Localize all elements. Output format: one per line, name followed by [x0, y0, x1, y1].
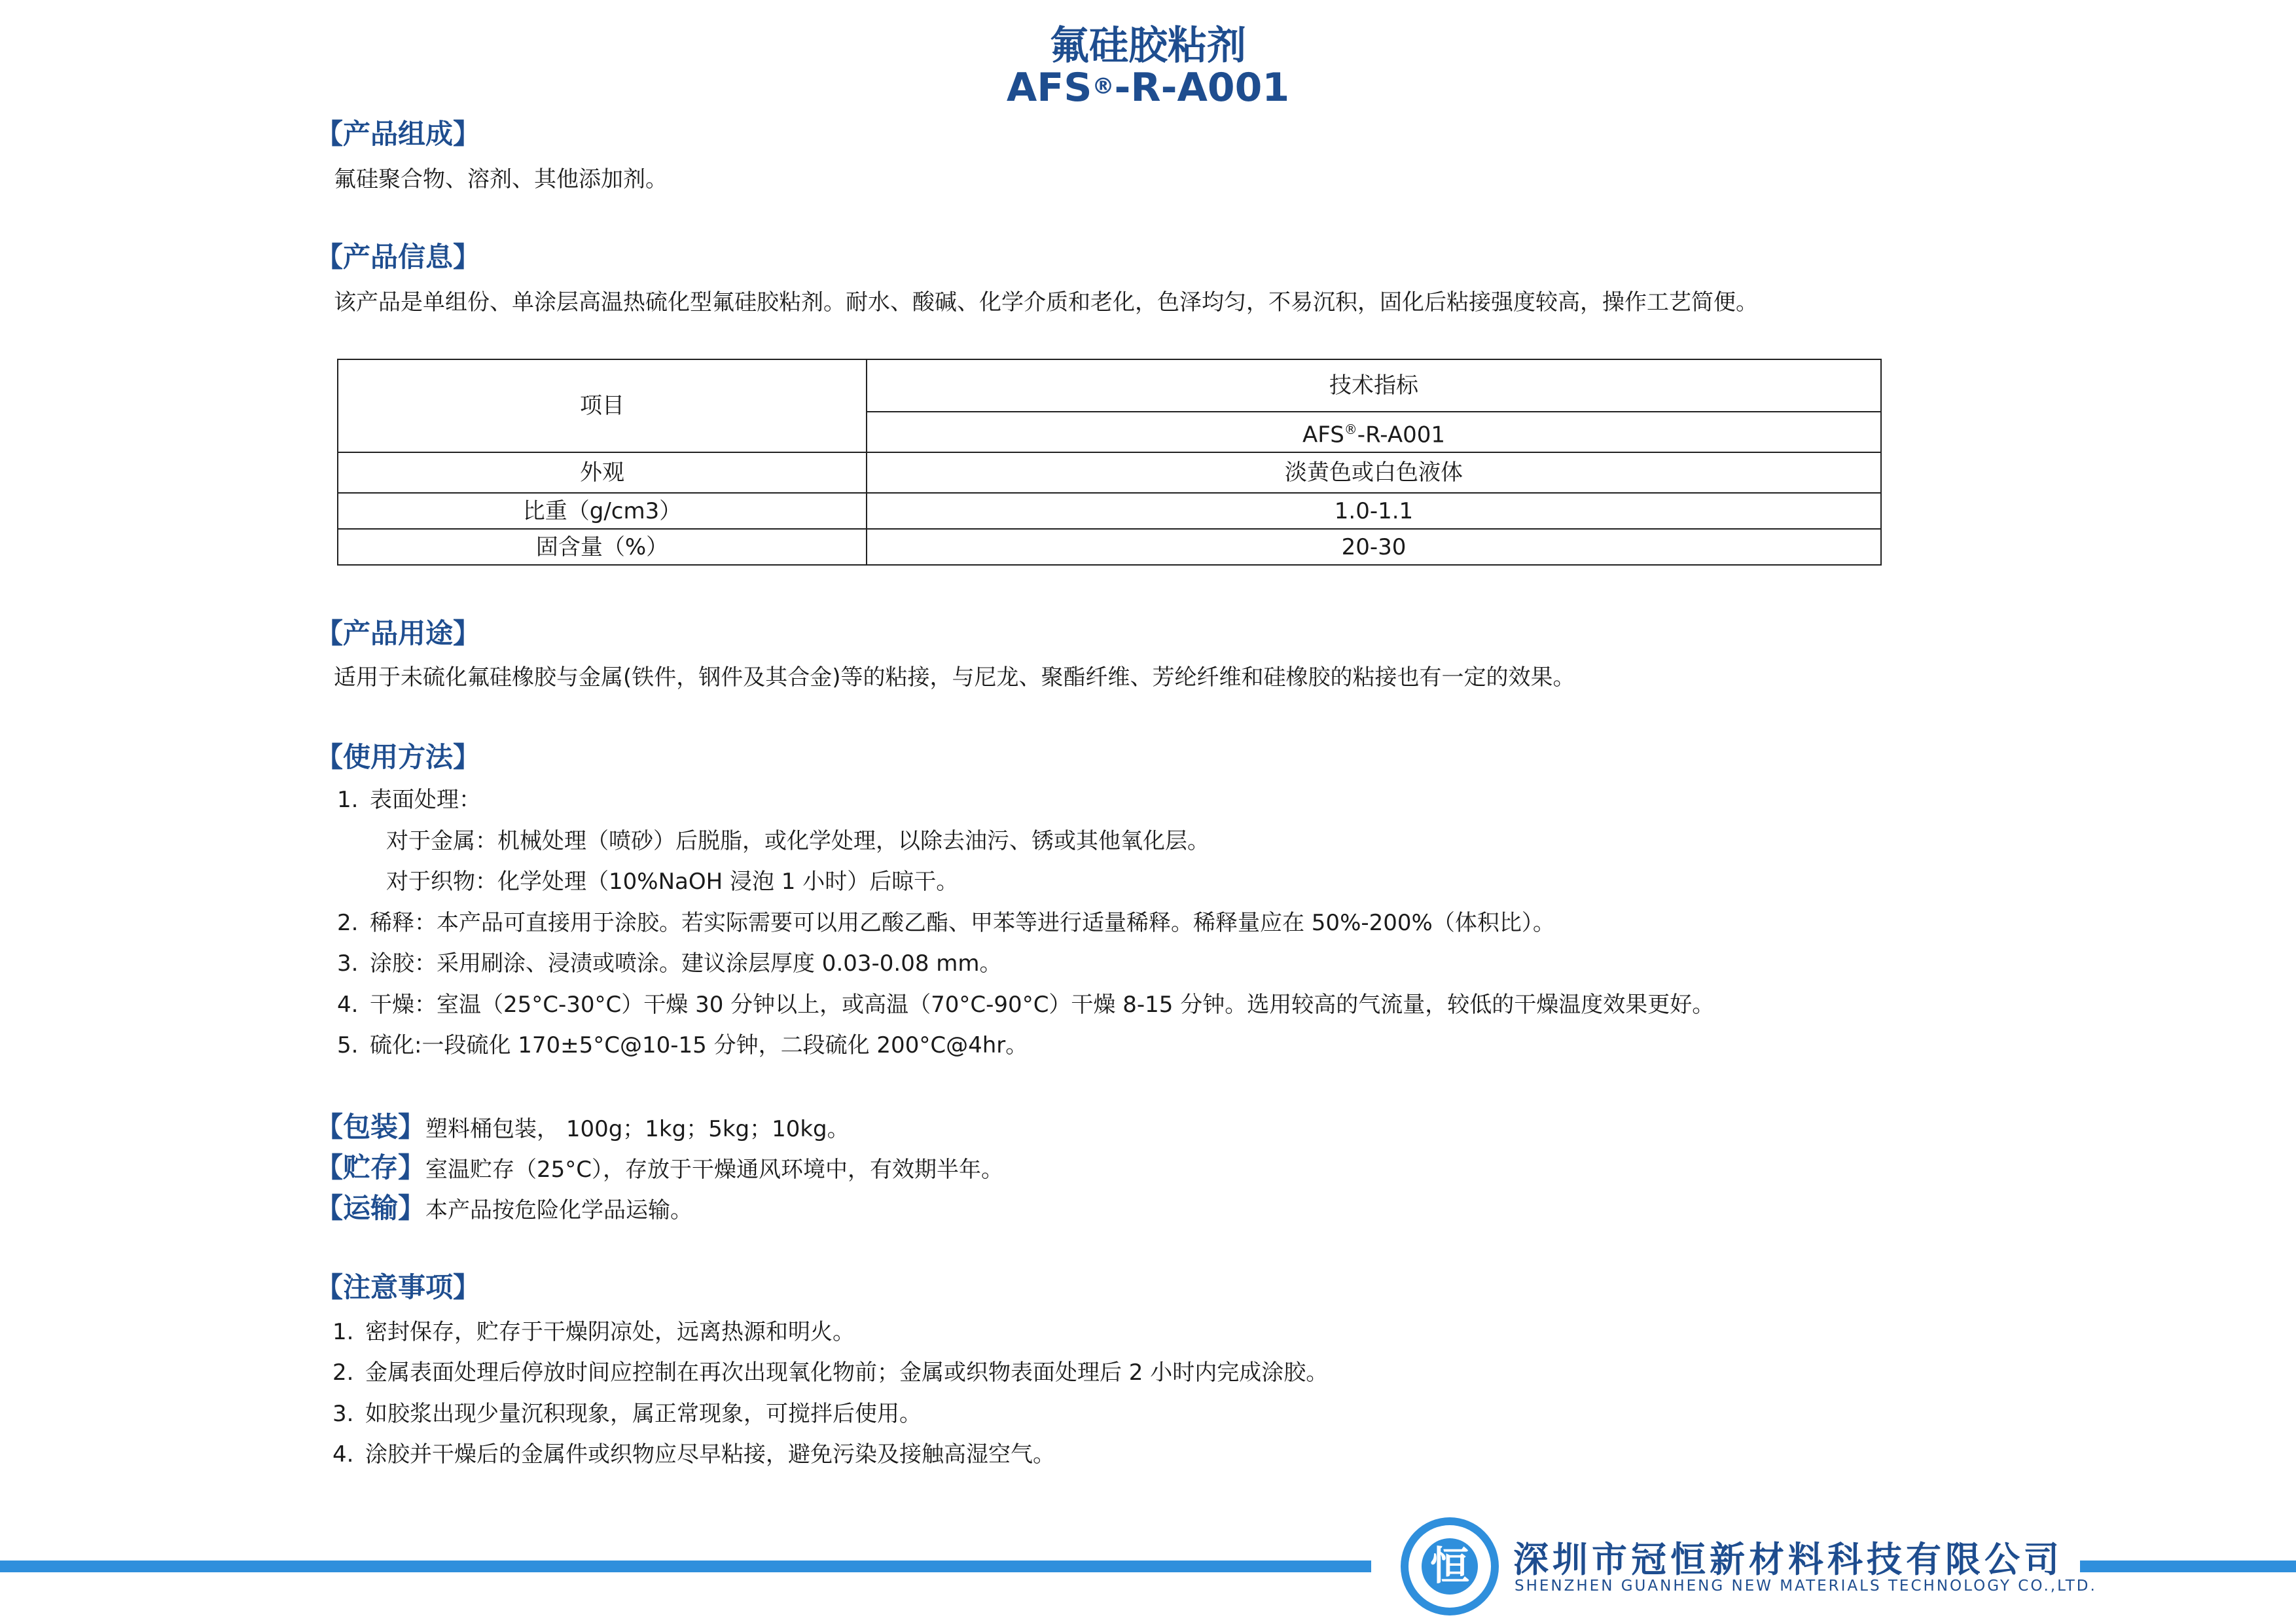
list-item: 4. 涂胶并干燥后的金属件或织物应尽早粘接，避免污染及接触高湿空气。 — [332, 1441, 1055, 1468]
usage-text: 适用于未硫化氟硅橡胶与金属(铁件，钢件及其合金)等的粘接，与尼龙、聚酯纤维、芳纶纤维和硅橡胶的粘接也有一定的效果。 — [334, 664, 1575, 691]
table-row — [338, 452, 1881, 493]
title-cn: 氟硅胶粘剂 — [1050, 23, 1246, 69]
footer-bar-left — [0, 1561, 1371, 1572]
storage-row — [315, 1151, 1003, 1186]
list-item: 5. 硫化:一段硫化 170±5°C@10-15 分钟，二段硫化 200°C@4hr。 — [337, 1032, 1028, 1058]
composition-text: 氟硅聚合物、溶剂、其他添加剂。 — [334, 166, 668, 192]
footer-bar-right — [2080, 1561, 2296, 1572]
list-item: 4. 干燥：室温（25°C-30°C）干燥 30 分钟以上，或高温（70°C-90°C）干燥 8-15 分钟。选用较高的气流量，较低的干燥温度效果更好。 — [337, 992, 1715, 1018]
col-item-header: 项目 — [338, 359, 867, 452]
company-logo-icon — [1401, 1517, 1499, 1615]
section-heading-usage: 【产品用途】 — [315, 617, 481, 649]
model-cell: AFS®-R-A001 — [867, 412, 1881, 452]
row-name: 固含量（%） — [338, 529, 867, 565]
row-name: 比重（g/cm3） — [338, 493, 867, 529]
row-value: 20-30 — [867, 529, 1881, 565]
section-heading-notes: 【注意事项】 — [315, 1271, 481, 1303]
transport-label: 【运输】 — [315, 1192, 426, 1224]
list-item: 1. 密封保存，贮存于干燥阴凉处，远离热源和明火。 — [332, 1319, 855, 1345]
list-item: 2. 稀释：本产品可直接用于涂胶。若实际需要可以用乙酸乙酯、甲苯等进行适量稀释。稀释量应在 50%-200%（体积比）。 — [337, 910, 1555, 936]
transport-row — [315, 1192, 692, 1227]
section-heading-method: 【使用方法】 — [315, 741, 481, 773]
list-item: 2. 金属表面处理后停放时间应控制在再次出现氧化物前；金属或织物表面处理后 2 小时内完成涂胶。 — [332, 1360, 1329, 1386]
section-heading-info: 【产品信息】 — [315, 241, 481, 273]
info-text: 该产品是单组份、单涂层高温热硫化型氟硅胶粘剂。耐水、酸碱、化学介质和老化，色泽均匀，不易沉积，固化后粘接强度较高，操作工艺简便。 — [334, 289, 1758, 316]
sub-item-fabric: 对于织物：化学处理（10%NaOH 浸泡 1 小时）后晾干。 — [386, 869, 959, 895]
row-value: 淡黄色或白色液体 — [867, 452, 1881, 493]
list-item: 3. 涂胶：采用刷涂、浸渍或喷涂。建议涂层厚度 0.03-0.08 mm。 — [337, 950, 1002, 977]
document-title — [0, 25, 2296, 109]
row-value: 1.0-1.1 — [867, 493, 1881, 529]
row-name: 外观 — [338, 452, 867, 493]
section-heading-composition: 【产品组成】 — [315, 118, 481, 150]
table-row — [338, 529, 1881, 565]
storage-label: 【贮存】 — [315, 1151, 426, 1183]
packaging-row — [315, 1111, 850, 1146]
list-item: 3. 如胶浆出现少量沉积现象，属正常现象，可搅拌后使用。 — [332, 1401, 922, 1427]
sub-item-metal: 对于金属：机械处理（喷砂）后脱脂，或化学处理，以除去油污、锈或其他氧化层。 — [386, 828, 1210, 854]
logo-glyph: 恒 — [1422, 1538, 1478, 1595]
packaging-text: 塑料桶包装， 100g；1kg；5kg；10kg。 — [425, 1116, 850, 1142]
table-row — [338, 493, 1881, 529]
packaging-label: 【包装】 — [315, 1111, 426, 1143]
transport-text: 本产品按危险化学品运输。 — [425, 1197, 693, 1223]
storage-text: 室温贮存（25°C），存放于干燥通风环境中，有效期半年。 — [425, 1157, 1004, 1183]
company-name-cn: 深圳市冠恒新材料科技有限公司 — [1513, 1539, 2063, 1580]
title-model: AFS®-R-A001 — [1006, 65, 1290, 111]
list-item: 1. 表面处理： — [337, 787, 481, 813]
col-spec-header: 技术指标 — [867, 359, 1881, 412]
company-name-en: SHENZHEN GUANHENG NEW MATERIALS TECHNOLOGY CO.,LTD. — [1515, 1578, 2097, 1595]
spec-table — [337, 359, 1882, 566]
